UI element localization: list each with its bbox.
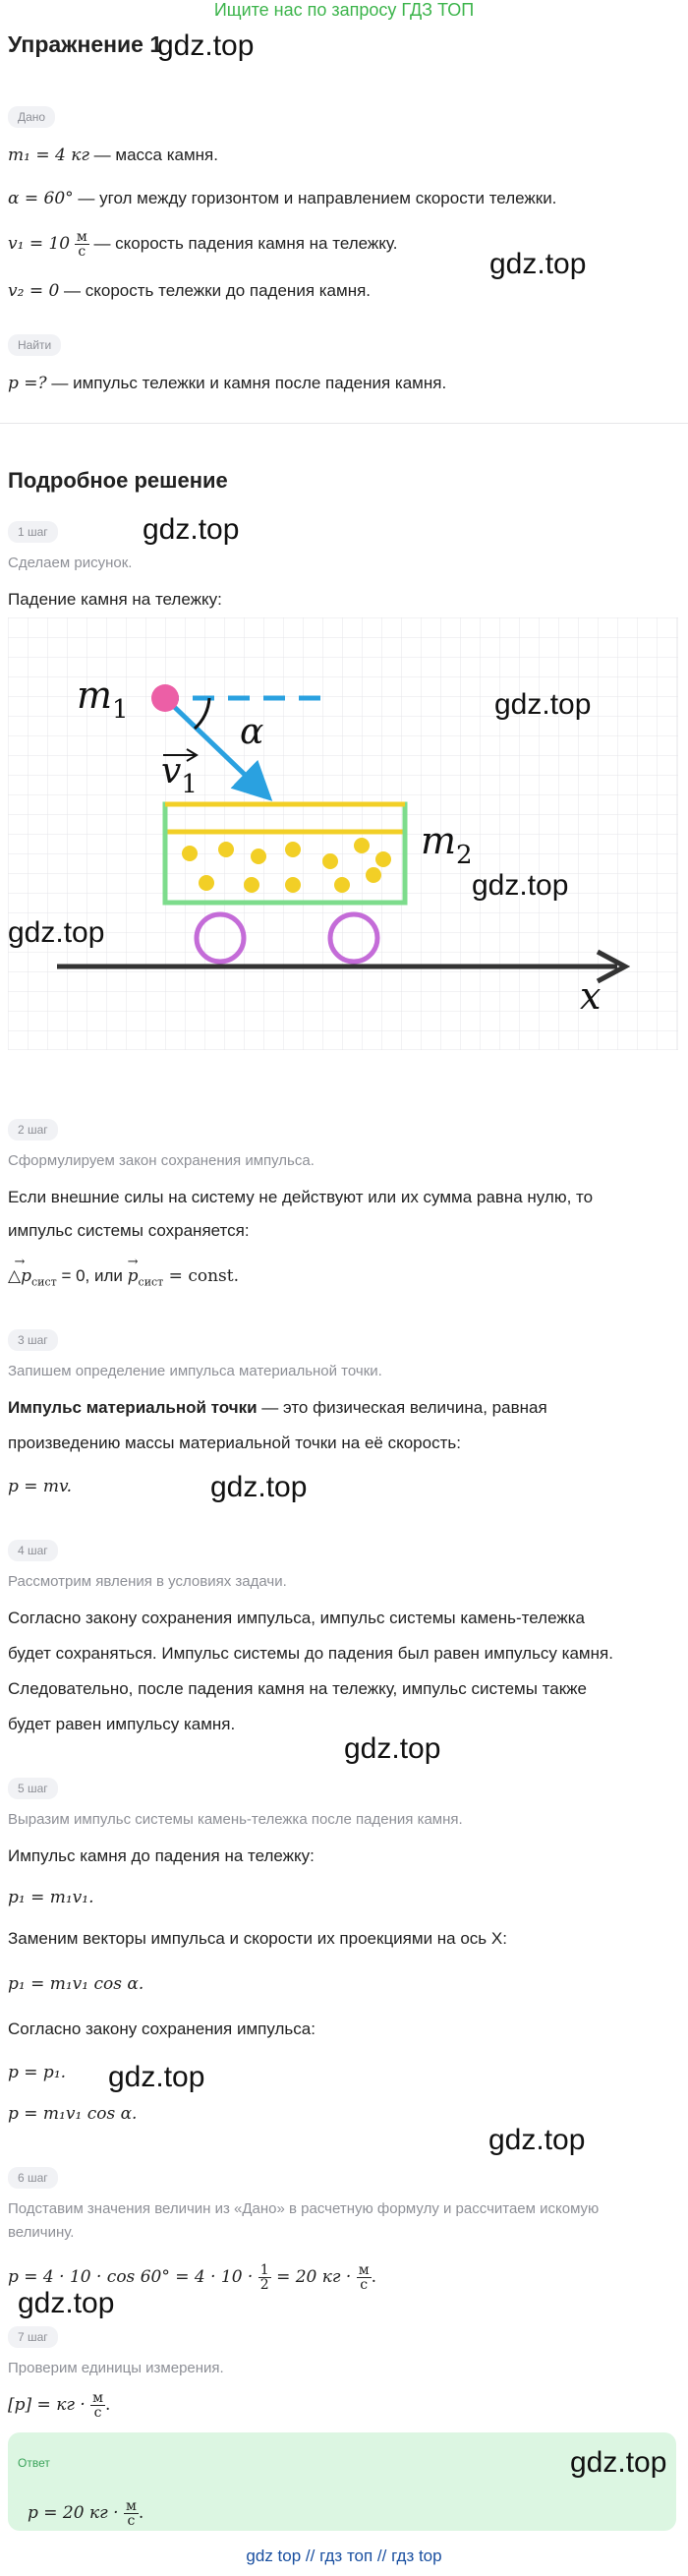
step-2-formula: → $\triangle p_{сист} = 0$, или → $p_{сист}$ = const.	[8, 1264, 239, 1294]
watermark: gdz.top	[489, 248, 587, 280]
label-m1: $m_1$	[77, 673, 129, 725]
top-banner[interactable]: Ищите нас по запросу ГДЗ ТОП	[213, 0, 475, 20]
watermark: gdz.top	[210, 1471, 308, 1503]
given-line-2: α = 60° — угол между горизонтом и направлением скорости тележки.	[8, 189, 557, 208]
step-5-chip: 5 шаг	[8, 1778, 58, 1799]
step-4-line-4: будет равен импульсу камня.	[8, 1715, 236, 1733]
step-6-hint-1: Подставим значения величин из «Дано» в расчетную формулу и рассчитаем искомую	[8, 2200, 600, 2217]
step-3-chip: 3 шаг	[8, 1329, 58, 1351]
watermark: gdz.top	[18, 2287, 115, 2319]
label-x: x	[580, 974, 602, 1018]
watermark: gdz.top	[570, 2446, 667, 2479]
step-5-hint: Выразим импульс системы камень-тележка после падения камня.	[8, 1811, 463, 1828]
step-4-line-2: будет сохраняться. Импульс системы до падения был равен импульсу камня.	[8, 1644, 613, 1663]
given-line-4: v₂ = 0 — скорость тележки до падения камня.	[8, 281, 372, 301]
solution-title: Подробное решение	[8, 468, 228, 493]
step-4-line-1: Согласно закону сохранения импульса, импульс системы камень-тележка	[8, 1609, 585, 1627]
step-7-chip: 7 шаг	[8, 2326, 58, 2348]
watermark: gdz.top	[472, 869, 569, 902]
step-1-chip: 1 шаг	[8, 521, 58, 543]
find-line: p =? — импульс тележки и камня после падения камня.	[8, 374, 447, 393]
step-2-line-1: Если внешние силы на систему не действуют или их сумма равна нулю, то	[8, 1188, 594, 1206]
step-3-formula: p = mv.	[8, 1477, 73, 1496]
step-6-hint-2: величину.	[8, 2224, 75, 2241]
step-4-hint: Рассмотрим явления в условиях задачи.	[8, 1573, 287, 1590]
step-7-hint: Проверим единицы измерения.	[8, 2360, 224, 2376]
find-chip: Найти	[8, 334, 61, 356]
step-5-line-1: Импульс камня до падения на тележку:	[8, 1846, 315, 1865]
step-4-chip: 4 шаг	[8, 1540, 58, 1561]
step-5-formula-1: p₁ = m₁v₁.	[8, 1888, 94, 1907]
step-1-text: Падение камня на тележку:	[8, 590, 222, 609]
watermark: gdz.top	[488, 2124, 586, 2156]
step-7-formula: [p] = кг · $\frac{м}{с}$ .	[8, 2390, 111, 2421]
step-6-chip: 6 шаг	[8, 2167, 58, 2189]
step-2-line-2: импульс системы сохраняется:	[8, 1221, 250, 1240]
step-5-line-2: Заменим векторы импульса и скорости их проекциями на ось X:	[8, 1929, 507, 1948]
watermark: gdz.top	[108, 2061, 205, 2093]
stone-ball	[151, 684, 179, 712]
cart-stone-figure	[8, 617, 678, 1050]
step-6-formula: p = 4 · 10 · cos 60° = 4 · 10 · $\frac{1}{2}$ = 20 кг · $\frac{м}{с}$ .	[8, 2262, 377, 2293]
label-v1: $v_1$	[161, 751, 198, 799]
exercise-title: Упражнение 1	[8, 31, 163, 57]
step-5-formula-3: p = p₁.	[8, 2063, 67, 2082]
step-5-line-3: Согласно закону сохранения импульса:	[8, 2020, 315, 2038]
step-2-chip: 2 шаг	[8, 1119, 58, 1141]
watermark: gdz.top	[344, 1732, 441, 1765]
label-alpha: α	[240, 712, 264, 752]
label-m2: $m_2$	[421, 819, 473, 870]
step-5-formula-2: p₁ = m₁v₁ cos α.	[8, 1974, 144, 1994]
step-5-formula-4: p = m₁v₁ cos α.	[8, 2104, 138, 2124]
given-line-3: v₁ = 10 $\frac{м}{с}$ — скорость падения камня на тележку.	[8, 229, 398, 260]
watermark: gdz.top	[494, 688, 592, 721]
watermark: gdz.top	[157, 29, 255, 62]
step-2-hint: Сформулируем закон сохранения импульса.	[8, 1152, 315, 1169]
step-1-hint: Сделаем рисунок.	[8, 555, 133, 571]
answer-chip: Ответ	[8, 2452, 60, 2474]
answer-formula: p = 20 кг · $\frac{м}{с}$ .	[28, 2498, 144, 2529]
watermark: gdz.top	[8, 916, 105, 949]
footer-links[interactable]: gdz top // гдз топ // гдз top	[246, 2547, 442, 2565]
given-line-1: m₁ = 4 кг — масса камня.	[8, 146, 218, 165]
step-3-line-2: произведению массы материальной точки на её скорость:	[8, 1434, 461, 1452]
step-3-hint: Запишем определение импульса материальной точки.	[8, 1363, 382, 1379]
given-chip: Дано	[8, 106, 55, 128]
divider	[0, 423, 688, 424]
step-4-line-3: Следовательно, после падения камня на тележку, импульс системы также	[8, 1679, 587, 1698]
step-3-line-1: Импульс материальной точки — это физическая величина, равная	[8, 1398, 547, 1417]
watermark: gdz.top	[143, 513, 240, 546]
